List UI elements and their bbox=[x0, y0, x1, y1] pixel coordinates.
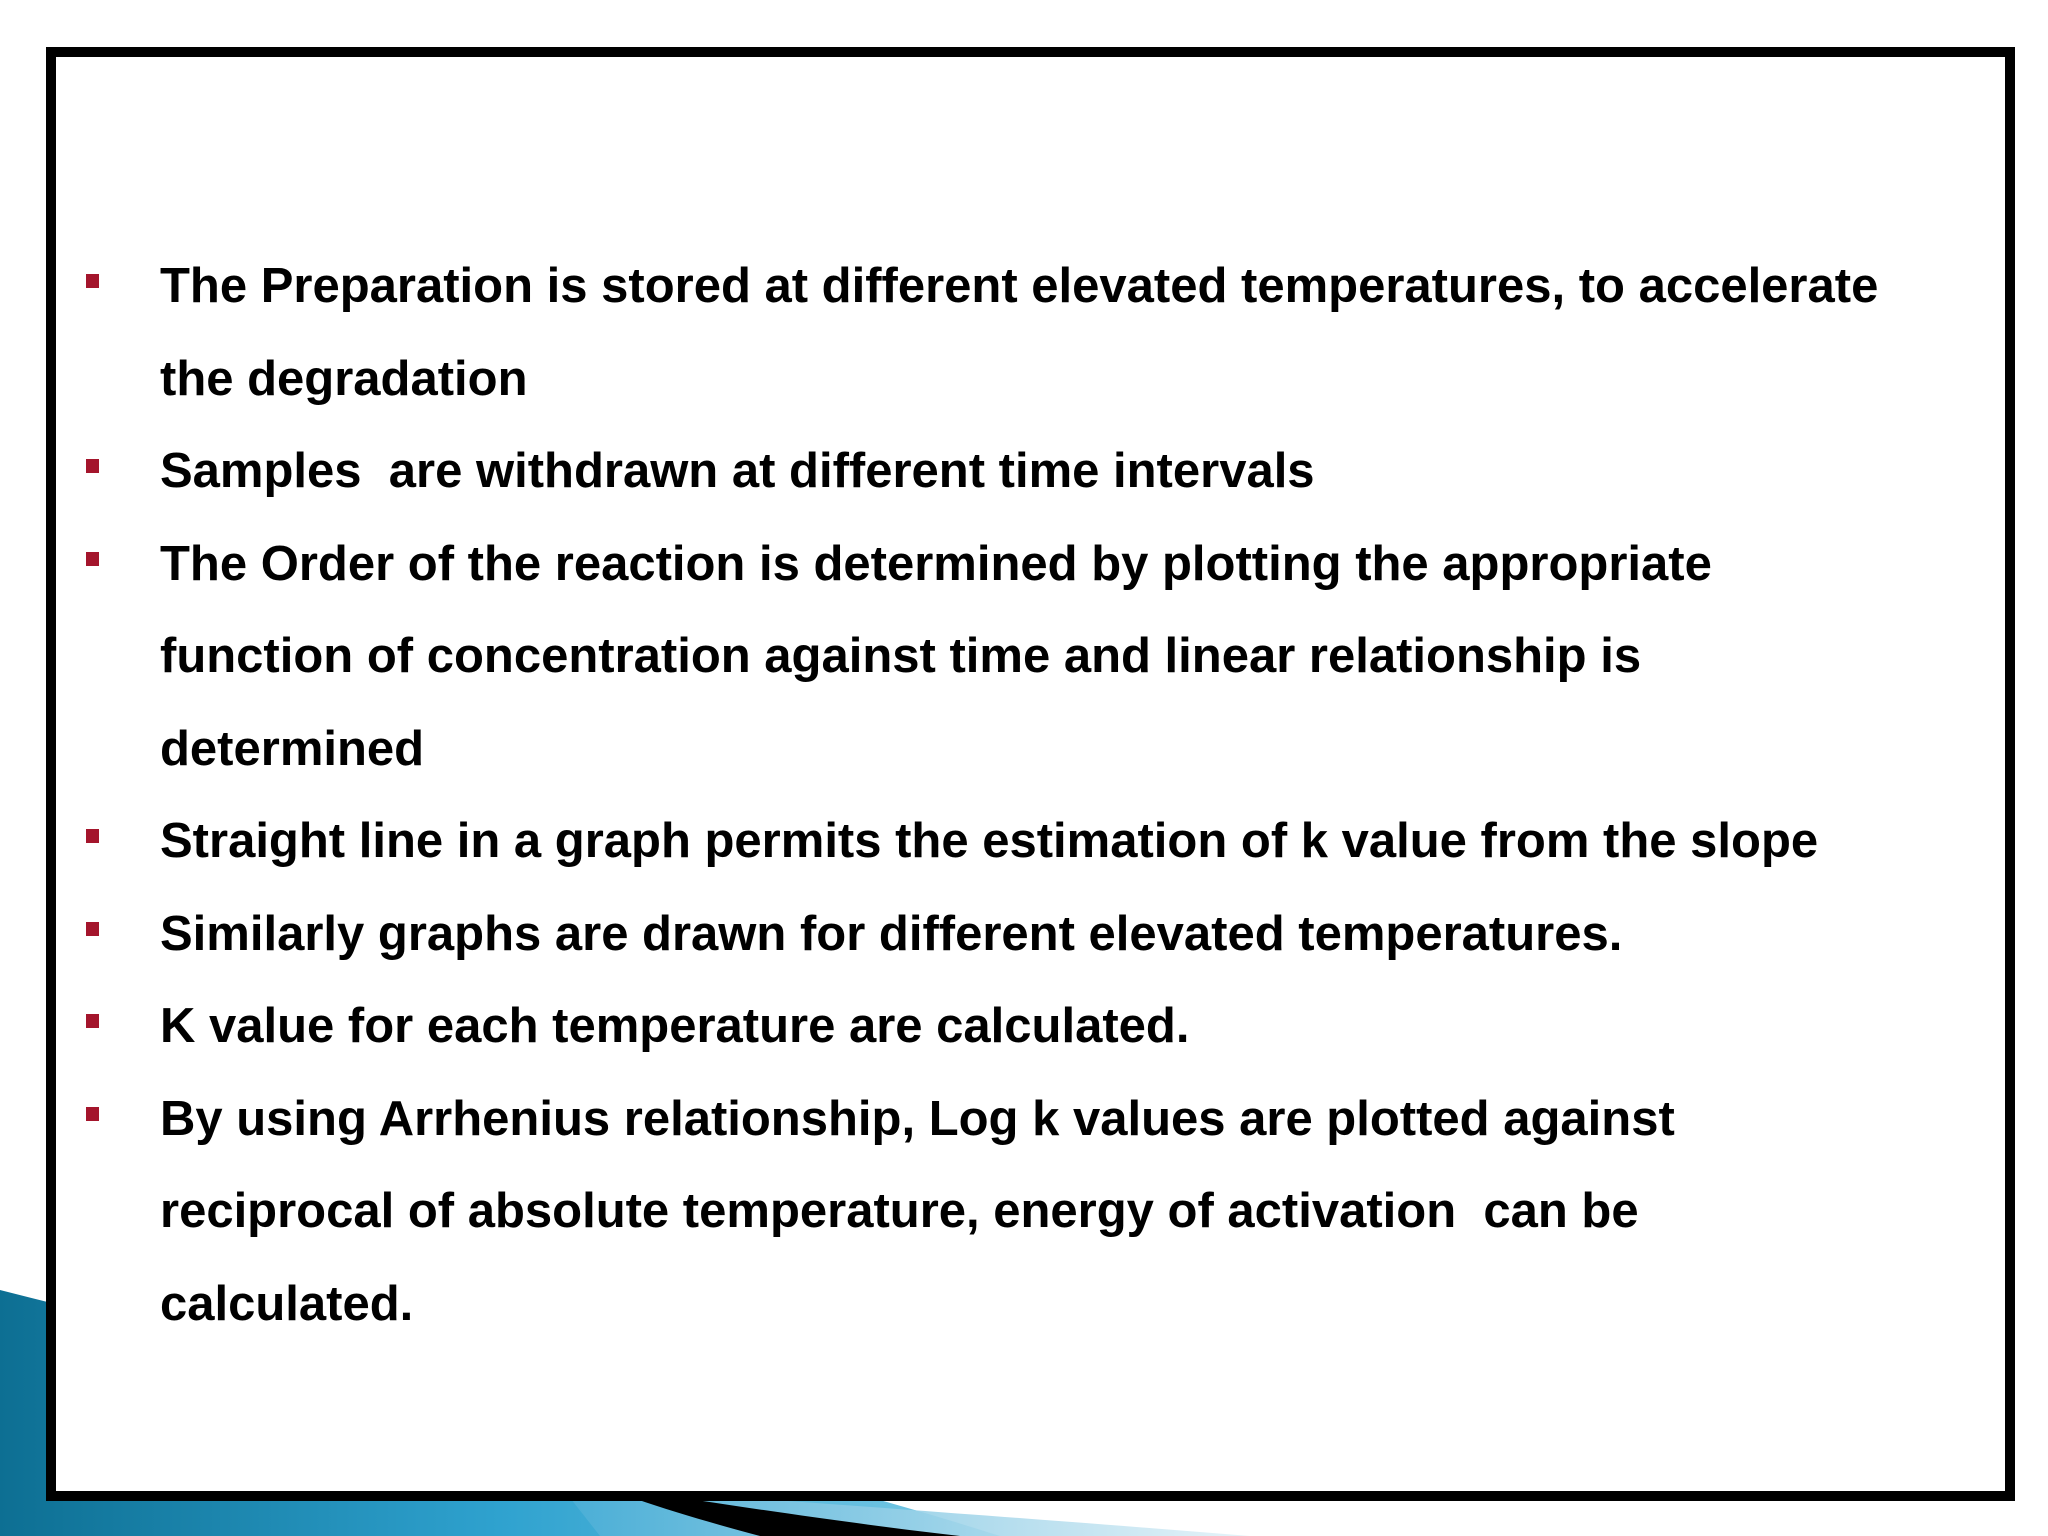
square-bullet-icon bbox=[86, 922, 99, 936]
bullet-item bbox=[56, 240, 2005, 425]
square-bullet-icon bbox=[86, 274, 99, 288]
bullet-text-line: the degradation bbox=[160, 351, 528, 406]
square-bullet-icon bbox=[86, 552, 99, 566]
bullet-text-line: Samples are withdrawn at different time intervals bbox=[160, 444, 1315, 498]
bullet-item bbox=[56, 518, 2005, 796]
bullet-text-line: determined bbox=[160, 721, 425, 776]
square-bullet-icon bbox=[86, 1107, 99, 1121]
bullet-item bbox=[56, 1073, 2005, 1351]
bullet-item bbox=[56, 888, 2005, 981]
bullet-item bbox=[56, 795, 2005, 888]
bullet-text-line: The Order of the reaction is determined by plotting the appropriate bbox=[160, 536, 1712, 591]
bullet-text-line: calculated. bbox=[160, 1276, 414, 1331]
bullet-text-line: function of concentration against time and linear relationship is bbox=[160, 629, 1642, 683]
bullet-list bbox=[56, 240, 2005, 1350]
slide-content-frame bbox=[46, 47, 2015, 1501]
bullet-text-line: The Preparation is stored at different elevated temperatures, to accelerate bbox=[160, 259, 1879, 313]
bullet-text-line: K value for each temperature are calculated. bbox=[160, 999, 1190, 1053]
square-bullet-icon bbox=[86, 459, 99, 473]
bullet-item bbox=[56, 425, 2005, 518]
square-bullet-icon bbox=[86, 829, 99, 843]
bullet-item bbox=[56, 980, 2005, 1073]
square-bullet-icon bbox=[86, 1014, 99, 1028]
bullet-text-line: reciprocal of absolute temperature, energy of activation can be bbox=[160, 1184, 1639, 1238]
bullet-text-line: Similarly graphs are drawn for different elevated temperatures. bbox=[160, 906, 1623, 961]
bullet-text-line: By using Arrhenius relationship, Log k values are plotted against bbox=[160, 1091, 1675, 1146]
bullet-text-line: Straight line in a graph permits the estimation of k value from the slope bbox=[160, 814, 1819, 868]
